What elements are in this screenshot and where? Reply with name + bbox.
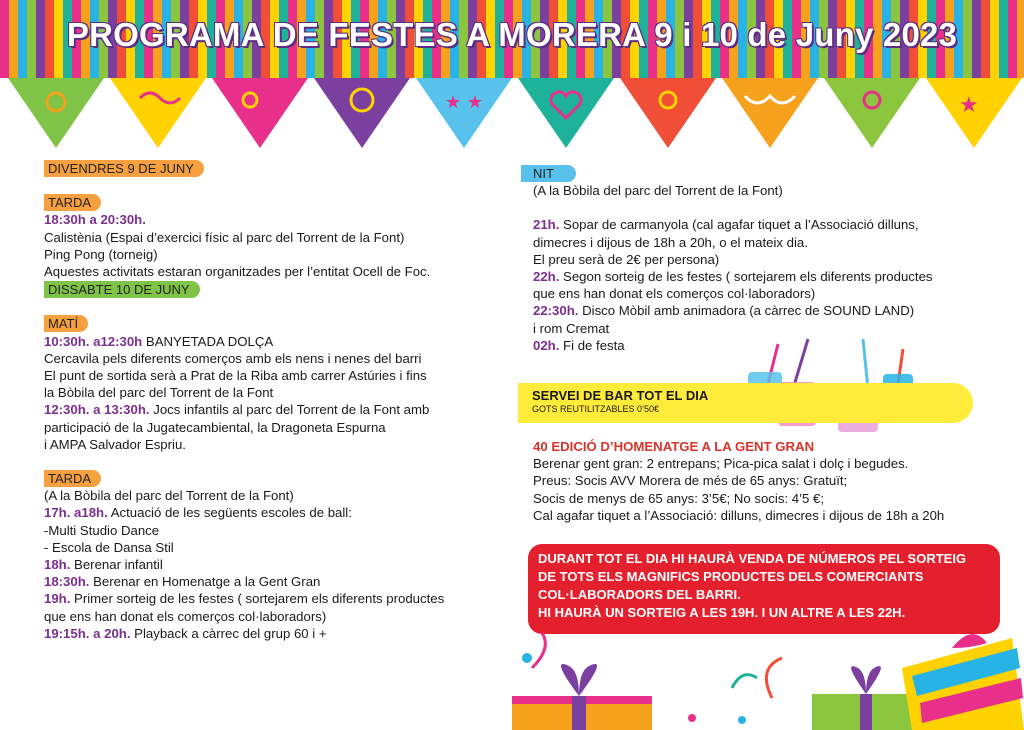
afternoon-item4-time: 19h.: [44, 591, 71, 607]
morning-item1-line: la Bòbila del parc del Torrent de la Font: [44, 385, 274, 401]
left-column: [44, 160, 514, 642]
morning-item1-time: 10:30h. a12:30h: [44, 333, 143, 349]
morning-item2-time: 12:30h. a 13:30h.: [44, 402, 150, 418]
morning-item1-title: BANYETADA DOLÇA: [142, 333, 274, 349]
morning-item2-text: Jocs infantils al parc del Torrent de la Font amb: [149, 402, 430, 418]
friday-afternoon-badge: TARDA: [44, 194, 101, 211]
afternoon-item1-time: 17h. a18h.: [44, 505, 108, 521]
dance-school: -Multi Studio Dance: [44, 522, 160, 538]
saturday-badge: DISSABTE 10 DE JUNY: [44, 281, 200, 298]
night-item2-text: Segon sorteig de les festes ( sortejarem els diferents productes: [559, 269, 933, 285]
homage-line: Berenar gent gran: 2 entrepans; Pica-pica salat i dolç i begudes.: [533, 456, 909, 472]
night-item1-time: 21h.: [533, 217, 560, 233]
afternoon-item5-time: 19:15h. a 20h.: [44, 625, 131, 641]
night-location: (A la Bòbila del parc del Torrent de la Font): [533, 183, 783, 199]
homage-section: [533, 438, 1003, 524]
bar-service-title: SERVEI DE BAR TOT EL DIA: [532, 388, 709, 403]
morning-item1-line: Cercavila pels diferents comerços amb els nens i nenes del barri: [44, 350, 422, 366]
afternoon-item3-text: Berenar en Homenatge a la Gent Gran: [89, 574, 321, 590]
night-item2-cont: que ens han donat els comerços col·laboradors): [533, 286, 816, 302]
homage-line: Socis de menys de 65 anys: 3’5€; No socis: 4’5 €;: [533, 490, 825, 506]
night-item4-time: 02h.: [533, 337, 560, 353]
raffle-line: DE TOTS ELS MAGNIFICS PRODUCTES DELS COMERCIANTS: [538, 569, 924, 584]
bar-service-subtitle: GOTS REUTILITZABLES 0’50€: [532, 404, 660, 414]
afternoon-item4-cont: que ens han donat els comerços col·laboradors): [44, 608, 327, 624]
afternoon-item1-text: Actuació de les següents escoles de ball:: [107, 505, 352, 521]
night-item3-text: Disco Mòbil amb animadora (a càrrec de SOUND LAND): [578, 303, 915, 319]
night-item1-text: Sopar de carmanyola (cal agafar tiquet a l’Associació dilluns,: [559, 217, 919, 233]
friday-afternoon-line: Ping Pong (torneig): [44, 246, 158, 262]
night-item2-time: 22h.: [533, 269, 560, 285]
saturday-afternoon-badge: TARDA: [44, 470, 101, 487]
gift-boxes-decoration: [512, 628, 1024, 730]
saturday-morning-badge: MATÍ: [44, 315, 88, 332]
morning-item2-line: participació de la Jugatecambiental, la Dragoneta Espurna: [44, 419, 386, 435]
night-item4-text: Fi de festa: [559, 337, 625, 353]
morning-item1-line: El punt de sortida serà a Prat de la Riba amb carrer Astúries i fins: [44, 368, 427, 384]
friday-afternoon-line: Calistènia (Espai d’exercici físic al parc del Torrent de la Font): [44, 229, 405, 245]
afternoon-item3-time: 18:30h.: [44, 574, 90, 590]
night-section: [521, 165, 1001, 354]
afternoon-item5-text: Playback a càrrec del grup 60 i +: [130, 625, 327, 641]
svg-text:★ ★: ★ ★: [445, 92, 483, 113]
afternoon-item2-time: 18h.: [44, 557, 71, 573]
afternoon-item2-text: Berenar infantil: [70, 557, 163, 573]
homage-line: Preus: Socis AVV Morera de més de 65 anys: Gratuït;: [533, 473, 848, 489]
afternoon-location: (A la Bòbila del parc del Torrent de la Font): [44, 488, 294, 504]
homage-line: Cal agafar tiquet a l’Associació: dilluns, dimecres i dijous de 18h a 20h: [533, 507, 945, 523]
raffle-line: DURANT TOT EL DIA HI HAURÀ VENDA DE NÚMEROS PEL SORTEIG: [538, 551, 967, 566]
homage-title: 40 EDICIÓ D’HOMENATGE A LA GENT GRAN: [533, 439, 815, 454]
page-title: PROGRAMA DE FESTES A MORERA 9 i 10 de Juny 2023: [66, 16, 958, 53]
raffle-line: COL·LABORADORS DEL BARRI.: [538, 587, 741, 602]
svg-text:★: ★: [959, 93, 979, 118]
night-item1-line: El preu serà de 2€ per persona): [533, 251, 720, 267]
night-item3-cont: i rom Cremat: [533, 320, 610, 336]
raffle-line: HI HAURÀ UN SORTEIG A LES 19H. I UN ALTRE A LES 22H.: [538, 605, 906, 620]
night-item1-line: dimecres i dijous de 18h a 20h, o el mateix dia.: [533, 234, 808, 250]
bunting-flags-decoration: [0, 78, 1024, 158]
dance-school: - Escola de Dansa Stil: [44, 539, 174, 555]
afternoon-item4-text: Primer sorteig de les festes ( sortejarem els diferents productes: [70, 591, 445, 607]
night-item3-time: 22:30h.: [533, 303, 579, 319]
morning-item2-line: i AMPA Salvador Espriu.: [44, 436, 186, 452]
friday-afternoon-time: 18:30h a 20:30h.: [44, 212, 146, 228]
friday-badge: DIVENDRES 9 DE JUNY: [44, 160, 204, 177]
raffle-box: [528, 544, 1000, 634]
night-badge: NIT: [521, 165, 576, 182]
friday-afternoon-line: Aquestes activitats estaran organitzades per l’entitat Ocell de Foc.: [44, 264, 431, 280]
